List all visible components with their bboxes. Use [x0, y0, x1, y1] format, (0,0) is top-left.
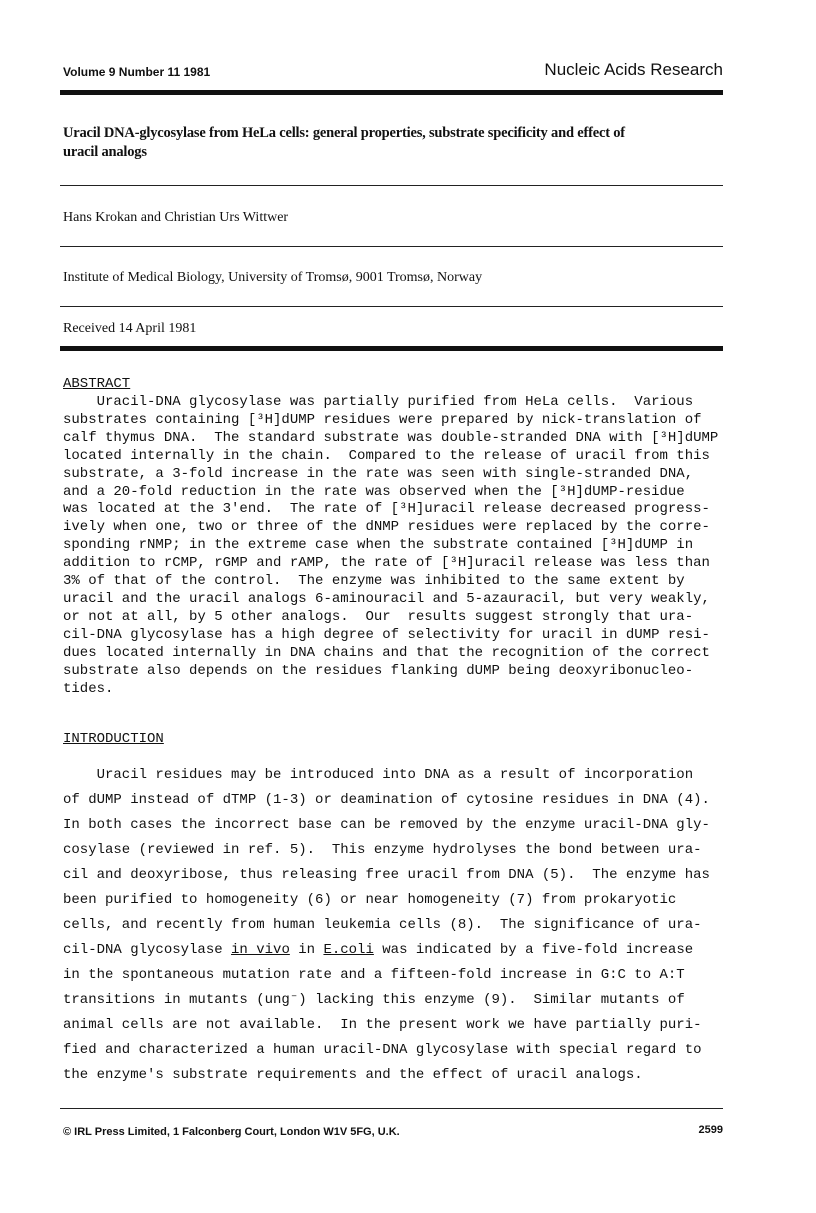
intro-line: of dUMP instead of dTMP (1-3) or deamination of cytosine residues in DNA (4).	[63, 792, 710, 808]
abstract-line: 3% of that of the control. The enzyme was inhibited to the same extent by	[63, 573, 685, 590]
abstract-line: calf thymus DNA. The standard substrate was double-stranded DNA with [³H]dUMP	[63, 429, 719, 446]
section-rule	[60, 346, 723, 351]
intro-line: Uracil residues may be introduced into DNA as a result of incorporation	[63, 767, 694, 783]
intro-line: animal cells are not available. In the present work we have partially puri-	[63, 1017, 702, 1033]
intro-line: been purified to homogeneity (6) or near homogeneity (7) from prokaryotic	[63, 892, 677, 908]
footer-rule	[60, 1108, 723, 1109]
intro-line: the enzyme's substrate requirements and the effect of uracil analogs.	[63, 1067, 643, 1083]
abstract-line: substrates containing [³H]dUMP residues were prepared by nick-translation of	[63, 411, 702, 428]
article-title-line: Uracil DNA-glycosylase from HeLa cells: general properties, substrate specificity and effect of	[63, 125, 625, 141]
publisher-copyright: © IRL Press Limited, 1 Falconberg Court, London W1V 5FG, U.K.	[63, 1126, 400, 1138]
volume-info: Volume 9 Number 11 1981	[63, 65, 211, 79]
intro-line	[63, 938, 743, 963]
intro-text-span: was indicated by a five-fold increase	[373, 942, 694, 958]
abstract-heading: ABSTRACT	[63, 376, 131, 392]
in-vivo-term: in vivo	[231, 942, 290, 958]
abstract-line: uracil and the uracil analogs 6-aminouracil and 5-azauracil, but very weakly,	[63, 590, 710, 607]
abstract-line: Uracil-DNA glycosylase was partially purified from HeLa cells. Various	[63, 394, 694, 410]
intro-line: in the spontaneous mutation rate and a fifteen-fold increase in G:C to A:T	[63, 967, 685, 983]
abstract-line: or not at all, by 5 other analogs. Our results suggest strongly that ura-	[63, 608, 694, 625]
article-title-line: uracil analogs	[63, 144, 147, 160]
journal-name: Nucleic Acids Research	[544, 60, 723, 79]
divider	[60, 306, 723, 307]
introduction-heading: INTRODUCTION	[63, 731, 164, 747]
abstract-line: located internally in the chain. Compared to the release of uracil from this	[63, 447, 710, 464]
ecoli-term: E.coli	[323, 942, 374, 958]
authors: Hans Krokan and Christian Urs Wittwer	[63, 210, 289, 225]
abstract-line: addition to rCMP, rGMP and rAMP, the rate of [³H]uracil release was less than	[63, 555, 710, 572]
intro-line: cil and deoxyribose, thus releasing free uracil from DNA (5). The enzyme has	[63, 867, 710, 883]
abstract-line: tides.	[63, 680, 114, 697]
received-date: Received 14 April 1981	[63, 321, 197, 336]
abstract-line: sponding rNMP; in the extreme case when the substrate contained [³H]dUMP in	[63, 537, 694, 554]
abstract-line: substrate also depends on the residues flanking dUMP being deoxyribonucleo-	[63, 662, 694, 679]
divider	[60, 185, 723, 186]
intro-line: transitions in mutants (ung⁻) lacking this enzyme (9). Similar mutants of	[63, 992, 685, 1008]
abstract-line: substrate, a 3-fold increase in the rate was seen with single-stranded DNA,	[63, 465, 694, 482]
intro-line: cells, and recently from human leukemia cells (8). The significance of ura-	[63, 917, 702, 933]
abstract-body	[63, 394, 743, 698]
intro-line: cosylase (reviewed in ref. 5). This enzyme hydrolyses the bond between ura-	[63, 842, 702, 858]
abstract-line: was located at the 3'end. The rate of [³H]uracil release decreased progress-	[63, 501, 710, 518]
page-number: 2599	[698, 1124, 723, 1136]
abstract-line: dues located internally in DNA chains and that the recognition of the correct	[63, 644, 710, 661]
article-title	[63, 124, 713, 162]
intro-text-span: cil-DNA glycosylase	[63, 942, 232, 958]
introduction-body	[63, 763, 743, 1088]
header-rule	[60, 90, 723, 95]
abstract-line: cil-DNA glycosylase has a high degree of selectivity for uracil in dUMP resi-	[63, 626, 710, 643]
intro-line: fied and characterized a human uracil-DNA glycosylase with special regard to	[63, 1042, 702, 1058]
affiliation: Institute of Medical Biology, University of Tromsø, 9001 Tromsø, Norway	[63, 270, 483, 285]
abstract-line: ively when one, two or three of the dNMP residues were replaced by the corre-	[63, 519, 710, 536]
intro-line: In both cases the incorrect base can be removed by the enzyme uracil-DNA gly-	[63, 817, 710, 833]
intro-text-span: in	[289, 942, 324, 958]
divider	[60, 246, 723, 247]
abstract-line: and a 20-fold reduction in the rate was observed when the [³H]dUMP-residue	[63, 483, 685, 500]
